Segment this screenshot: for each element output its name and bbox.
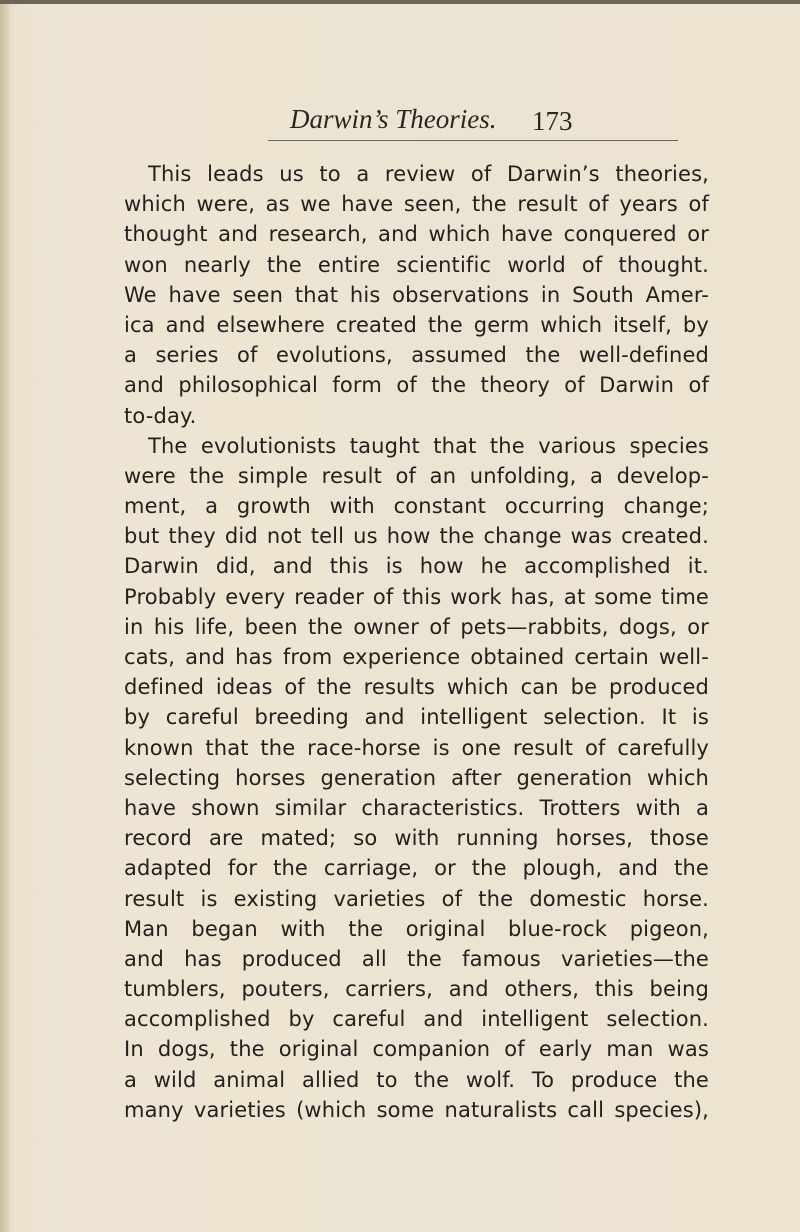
running-title: Darwin’s Theories. xyxy=(290,104,497,134)
text-line: Man began with the original blue-rock pigeon, xyxy=(124,916,709,941)
text-line: defined ideas of the results which can be produced xyxy=(124,675,709,700)
page-gutter xyxy=(0,0,10,1232)
body-text xyxy=(124,159,709,1125)
text-line: result is existing varieties of the domestic horse. xyxy=(124,886,709,911)
text-line: Probably every reader of this work has, at some time xyxy=(124,584,709,609)
text-line: and has produced all the famous varieties—the xyxy=(124,946,709,971)
text-line: ment, a growth with constant occurring change; xyxy=(124,494,709,519)
text-line: accomplished by careful and intelligent selection. xyxy=(124,1007,709,1032)
text-line: but they did not tell us how the change was created. xyxy=(124,524,709,549)
text-line: and philosophical form of the theory of Darwin of xyxy=(124,373,709,398)
text-line: thought and research, and which have conquered or xyxy=(124,222,709,247)
page-number: 173 xyxy=(532,106,573,136)
text-line: cats, and has from experience obtained certain well- xyxy=(124,645,709,669)
page-top-edge xyxy=(0,0,800,4)
text-line: have shown similar characteristics. Trotters with a xyxy=(124,795,709,820)
text-line: ica and elsewhere created the germ which itself, by xyxy=(124,312,709,337)
text-line: adapted for the carriage, or the plough, and the xyxy=(124,856,709,881)
text-line: Darwin did, and this is how he accomplished it. xyxy=(124,554,709,579)
text-line: We have seen that his observations in South Amer- xyxy=(124,282,709,307)
text-line: to-day. xyxy=(124,403,197,428)
text-line: In dogs, the original companion of early man was xyxy=(124,1037,709,1062)
text-line: in his life, been the owner of pets—rabbits, dogs, or xyxy=(124,614,709,639)
text-line: selecting horses generation after generation which xyxy=(124,765,709,790)
running-head xyxy=(268,104,708,144)
text-line: known that the race-horse is one result of carefully xyxy=(124,735,709,760)
text-line: were the simple result of an unfolding, a develop- xyxy=(124,463,709,488)
text-line: which were, as we have seen, the result of years of xyxy=(124,192,709,217)
text-line: many varieties (which some naturalists call species), xyxy=(124,1097,709,1122)
text-line: record are mated; so with running horses, those xyxy=(124,826,709,851)
header-rule xyxy=(268,140,678,141)
text-line: This leads us to a review of Darwin’s theories, xyxy=(148,162,709,186)
text-line: a series of evolutions, assumed the well-defined xyxy=(124,343,709,368)
text-line: won nearly the entire scientific world of thought. xyxy=(124,252,709,277)
text-line: The evolutionists taught that the various species xyxy=(148,433,709,458)
text-line: tumblers, pouters, carriers, and others, this being xyxy=(124,977,709,1002)
text-line: a wild animal allied to the wolf. To produce the xyxy=(124,1067,709,1092)
text-line: by careful breeding and intelligent selection. It is xyxy=(124,705,709,730)
